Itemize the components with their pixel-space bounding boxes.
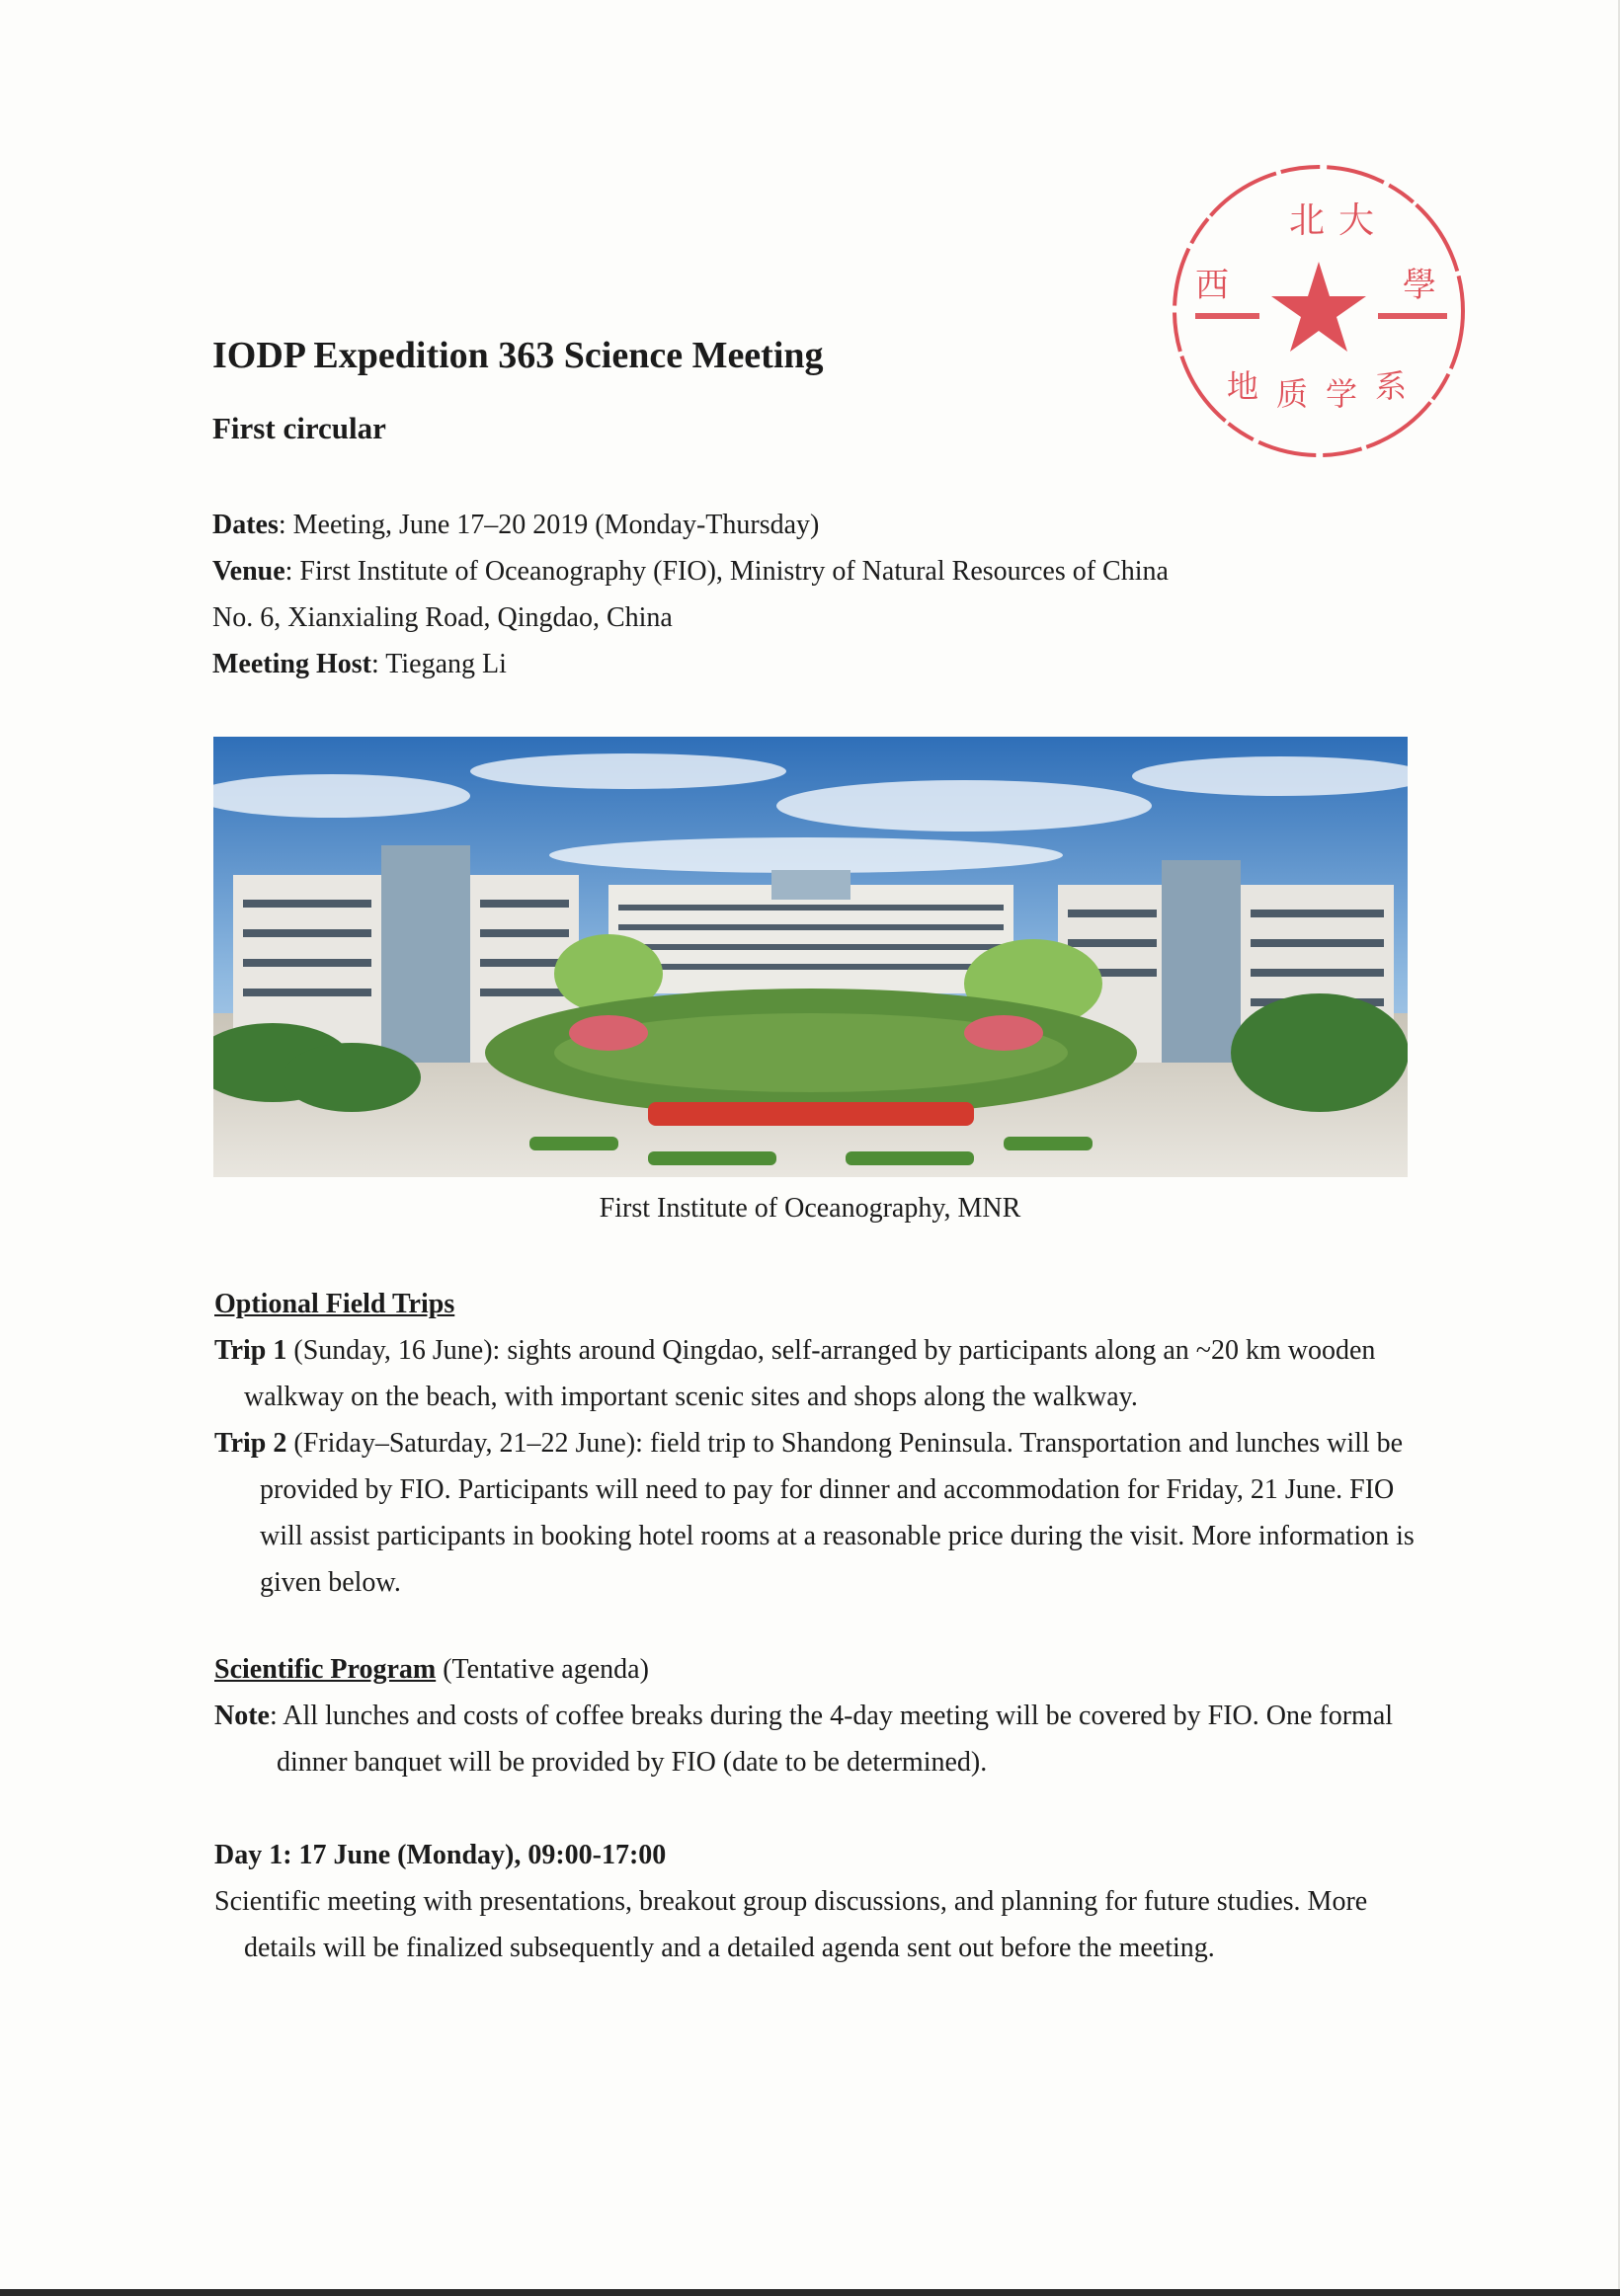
program-heading-line [214, 1646, 1429, 1693]
trip-2-text: (Friday–Saturday, 21–22 June): field trip to Shandong Peninsula. Transportation and lunches will be provided by FIO. Participants will need to pay for dinner and accommodation for Friday, 21 June. FIO will assist participants in booking hotel rooms at a reasonable price during the visit. More information is given below. [260, 1428, 1415, 1598]
seal-char: 學 [1403, 266, 1436, 305]
trip-2-item [214, 1420, 1429, 1606]
venue-value: : First Institute of Oceanography (FIO), Ministry of Natural Resources of China [284, 556, 1169, 587]
day1-section [214, 1832, 1429, 1971]
dates-value: : Meeting, June 17–20 2019 (Monday-Thursday) [278, 510, 820, 540]
note-item [214, 1693, 1429, 1785]
day1-text: Scientific meeting with presentations, breakout group discussions, and planning for future studies. More details will be finalized subsequently and a detailed agenda sent out before the meeting. [214, 1886, 1368, 1963]
page-title: IODP Expedition 363 Science Meeting [212, 335, 824, 376]
official-seal-stamp [1166, 158, 1472, 464]
meeting-info [212, 502, 1169, 687]
trip-1-text: (Sunday, 16 June): sights around Qingdao, self-arranged by participants along an ~20 km wooden walkway on the beach, with important scenic sites and shops along the walkway. [244, 1335, 1376, 1412]
field-trips-heading: Optional Field Trips [214, 1289, 455, 1319]
venue-address: No. 6, Xianxialing Road, Qingdao, China [212, 602, 673, 633]
seal-char: 北 [1289, 200, 1326, 241]
trip-1-item [214, 1327, 1429, 1420]
page-subtitle: First circular [212, 411, 386, 445]
seal-char: 大 [1338, 200, 1375, 241]
photo-caption: First Institute of Oceanography, MNR [599, 1193, 1021, 1224]
day1-heading: Day 1: 17 June (Monday), 09:00-17:00 [214, 1840, 667, 1870]
note-text: : All lunches and costs of coffee breaks during the 4-day meeting will be covered by FIO. One formal dinner banquet will be provided by FIO (date to be determined). [269, 1701, 1394, 1778]
seal-char: 学 [1326, 375, 1358, 413]
program-section [214, 1646, 1429, 1785]
seal-char: 系 [1375, 367, 1408, 405]
program-heading-suffix: (Tentative agenda) [436, 1654, 649, 1685]
seal-char: 地 [1227, 367, 1259, 405]
venue-line [212, 548, 1169, 594]
host-label: Meeting Host [212, 649, 371, 679]
dates-line [212, 502, 1169, 548]
note-label: Note [214, 1701, 270, 1731]
venue-label: Venue [212, 556, 285, 587]
scan-bottom-edge [0, 2289, 1620, 2296]
host-line [212, 641, 1169, 687]
dates-label: Dates [212, 510, 279, 540]
host-value: : Tiegang Li [370, 649, 507, 679]
star-icon [1271, 262, 1366, 352]
institute-panorama-photo [213, 737, 1408, 1177]
trip-2-label: Trip 2 [214, 1428, 287, 1459]
program-heading: Scientific Program [214, 1654, 437, 1685]
trip-1-label: Trip 1 [214, 1335, 287, 1366]
seal-char: 西 [1195, 266, 1229, 305]
seal-char: 质 [1276, 375, 1309, 413]
field-trips-section [214, 1281, 1429, 1606]
